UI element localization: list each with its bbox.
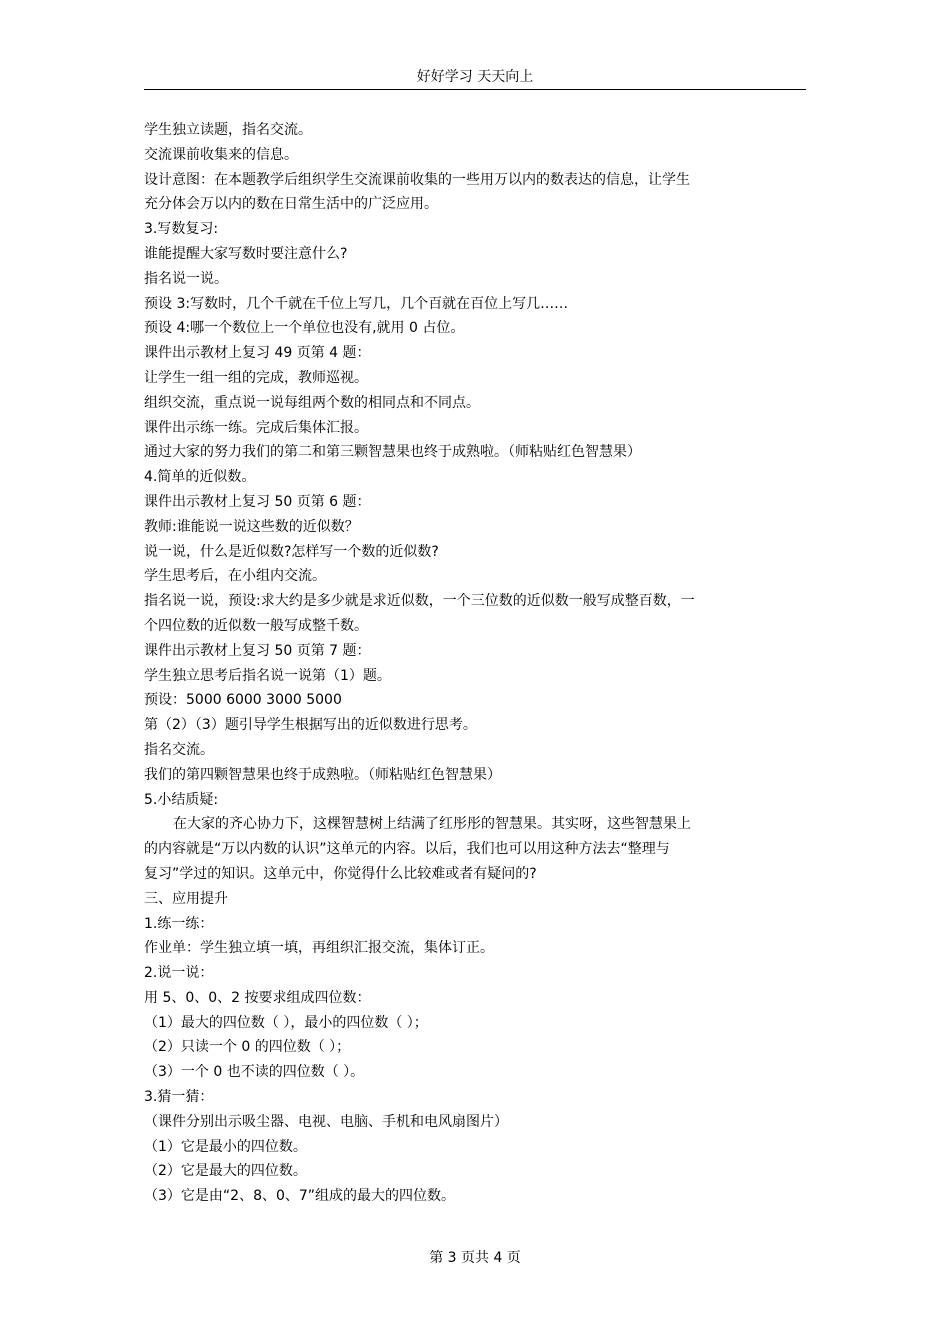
page-header: 好好学习 天天向上 — [416, 69, 534, 85]
page-number: 第 3 页共 4 页 — [429, 1250, 521, 1266]
text-line: （1）它是最小的四位数。 — [144, 1138, 307, 1155]
section-heading: 3.猜一猜： — [144, 1089, 214, 1106]
section-heading: 2.说一说： — [144, 965, 214, 982]
text-line: 说一说，什么是近似数?怎样写一个数的近似数? — [144, 543, 439, 560]
text-line: 谁能提醒大家写数时要注意什么? — [144, 245, 348, 262]
text-line: （3）它是由“2、8、0、7”组成的最大的四位数。 — [144, 1188, 456, 1205]
section-heading: 三、应用提升 — [144, 890, 228, 907]
text-line: 在大家的齐心协力下，这棵智慧树上结满了红彤彤的智慧果。其实呀，这些智慧果上 — [173, 816, 691, 833]
text-line: 指名说一说，预设:求大约是多少就是求近似数，一个三位数的近似数一般写成整百数，一 — [144, 593, 695, 610]
header-divider — [144, 89, 806, 90]
text-line: （课件分别出示吸尘器、电视、电脑、手机和电风扇图片） — [144, 1113, 508, 1130]
text-line: 个四位数的近似数一般写成整千数。 — [144, 617, 368, 634]
text-line: （2）只读一个 0 的四位数（ ）； — [144, 1039, 351, 1056]
text-line: 充分体会万以内的数在日常生活中的广泛应用。 — [144, 196, 438, 213]
text-line: 课件出示教材上复习 50 页第 6 题： — [144, 493, 371, 510]
text-line: 通过大家的努力我们的第二和第三颗智慧果也终于成熟啦。（师粘贴红色智慧果） — [144, 444, 641, 461]
text-line: 课件出示教材上复习 49 页第 4 题： — [144, 345, 371, 362]
text-line: 课件出示练一练。完成后集体汇报。 — [144, 419, 368, 436]
text-line: 指名交流。 — [144, 741, 214, 758]
text-line: 预设 4:哪一个数位上一个单位也没有,就用 0 占位。 — [144, 320, 465, 337]
text-line: 学生独立思考后指名说一说第（1）题。 — [144, 667, 391, 684]
text-line: （3）一个 0 也不读的四位数（ ）。 — [144, 1064, 365, 1081]
text-line: 第（2）（3）题引导学生根据写出的近似数进行思考。 — [144, 717, 477, 734]
text-line: 学生思考后，在小组内交流。 — [144, 568, 326, 585]
text-line: 组织交流，重点说一说每组两个数的相同点和不同点。 — [144, 394, 480, 411]
document-body — [144, 118, 808, 1209]
text-line: 用 5、0、0、2 按要求组成四位数： — [144, 989, 371, 1006]
text-line: 让学生一组一组的完成，教师巡视。 — [144, 369, 368, 386]
text-line: 复习”学过的知识。这单元中，你觉得什么比较难或者有疑问的? — [144, 865, 537, 882]
text-line: 设计意图：在本题教学后组织学生交流课前收集的一些用万以内的数表达的信息，让学生 — [144, 171, 690, 188]
text-line: 教师:谁能说一说这些数的近似数？ — [144, 518, 359, 535]
text-line: 预设 3:写数时，几个千就在千位上写几，几个百就在百位上写几…… — [144, 295, 569, 312]
text-line: 预设：5000 6000 3000 5000 — [144, 692, 342, 709]
text-line: 学生独立读题，指名交流。 — [144, 122, 312, 138]
text-line: （2）它是最大的四位数。 — [144, 1163, 307, 1180]
text-line: 交流课前收集来的信息。 — [144, 146, 298, 163]
section-heading: 1.练一练： — [144, 915, 214, 932]
text-line: 指名说一说。 — [144, 270, 228, 287]
section-heading: 3.写数复习: — [144, 221, 219, 238]
text-line: 的内容就是“万以内数的认识”这单元的内容。以后，我们也可以用这种方法去“整理与 — [144, 841, 670, 858]
text-line: （1）最大的四位数（ ），最小的四位数（ ）； — [144, 1014, 428, 1031]
text-line: 我们的第四颗智慧果也终于成熟啦。（师粘贴红色智慧果） — [144, 766, 501, 783]
section-heading: 4.简单的近似数。 — [144, 469, 256, 486]
text-line: 作业单：学生独立填一填，再组织汇报交流，集体订正。 — [144, 940, 494, 957]
text-line: 课件出示教材上复习 50 页第 7 题： — [144, 642, 371, 659]
section-heading: 5.小结质疑: — [144, 791, 219, 808]
